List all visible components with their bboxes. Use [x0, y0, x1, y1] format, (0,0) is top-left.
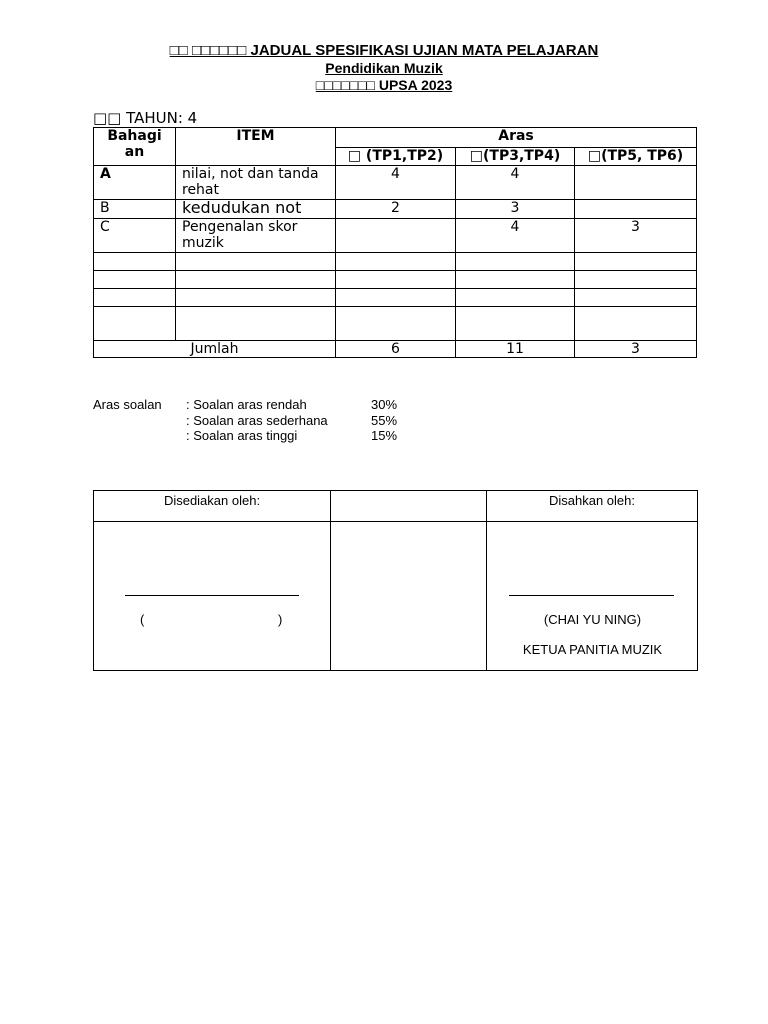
question-level-high-percent: 15%: [371, 428, 398, 443]
middle-signature-cell: [331, 522, 487, 671]
question-level-low: : Soalan aras rendah: [186, 397, 307, 412]
level-1-cell: [336, 219, 456, 253]
exam-title: □□□□□□□ UPSA 2023: [315, 77, 453, 93]
question-level-label: Aras soalan: [93, 397, 162, 412]
empty-row: [94, 289, 697, 307]
item-cell: nilai, not dan tanda rehat: [176, 166, 336, 200]
table-row: [94, 219, 697, 253]
level-2-cell: 4: [456, 166, 575, 200]
header-aras: Aras: [336, 128, 697, 148]
bahagian-cell: B: [94, 200, 176, 219]
approver-name: (CHAI YU NING): [543, 612, 642, 627]
empty-row: [94, 307, 697, 341]
level-3-cell: 3: [575, 219, 697, 253]
header-bahagian: Bahagi an: [94, 128, 176, 166]
empty-row: [94, 271, 697, 289]
total-row: [94, 341, 697, 358]
question-level-high: : Soalan aras tinggi: [186, 428, 298, 443]
level-2-cell: 4: [456, 219, 575, 253]
table-row: [94, 166, 697, 200]
total-level-1: 6: [336, 341, 456, 358]
question-level-medium: : Soalan aras sederhana: [186, 413, 328, 428]
level-1-cell: 4: [336, 166, 456, 200]
header-level-1: □ (TP1,TP2): [336, 148, 456, 166]
signature-line: [125, 595, 299, 596]
prepared-by-header: [94, 491, 331, 522]
approved-by-label: Disahkan oleh:: [549, 493, 635, 508]
header-item: ITEM: [176, 128, 336, 166]
prepared-by-signature-cell: [94, 522, 331, 671]
level-3-cell: [575, 166, 697, 200]
document-title: □□ □□□□□□ JADUAL SPESIFIKASI UJIAN MATA PELAJARAN: [169, 42, 599, 59]
specification-table: [93, 127, 697, 358]
level-3-cell: [575, 200, 697, 219]
total-level-2: 11: [456, 341, 575, 358]
header-level-3: □(TP5, TP6): [575, 148, 697, 166]
question-level-medium-percent: 55%: [371, 413, 398, 428]
item-cell: kedudukan not: [176, 200, 336, 219]
total-label: Jumlah: [94, 341, 336, 358]
item-cell: Pengenalan skor muzik: [176, 219, 336, 253]
prepared-by-label: Disediakan oleh:: [163, 493, 261, 508]
signature-line: [509, 595, 674, 596]
level-2-cell: 3: [456, 200, 575, 219]
level-1-cell: 2: [336, 200, 456, 219]
table-row: [94, 200, 697, 219]
empty-row: [94, 253, 697, 271]
header-level-2: □(TP3,TP4): [456, 148, 575, 166]
bahagian-cell: A: [94, 166, 176, 200]
middle-header-cell: [331, 491, 487, 522]
total-level-3: 3: [575, 341, 697, 358]
approver-title: KETUA PANITIA MUZIK: [522, 642, 663, 657]
close-paren: ): [278, 612, 283, 627]
open-paren: (: [140, 612, 145, 627]
signature-table: [93, 490, 698, 671]
bahagian-cell: C: [94, 219, 176, 253]
question-level-low-percent: 30%: [371, 397, 398, 412]
year-label: □□ TAHUN: 4: [93, 109, 198, 127]
subject-title: Pendidikan Muzik: [325, 60, 443, 76]
approved-by-header: [487, 491, 698, 522]
approved-by-signature-cell: [487, 522, 698, 671]
